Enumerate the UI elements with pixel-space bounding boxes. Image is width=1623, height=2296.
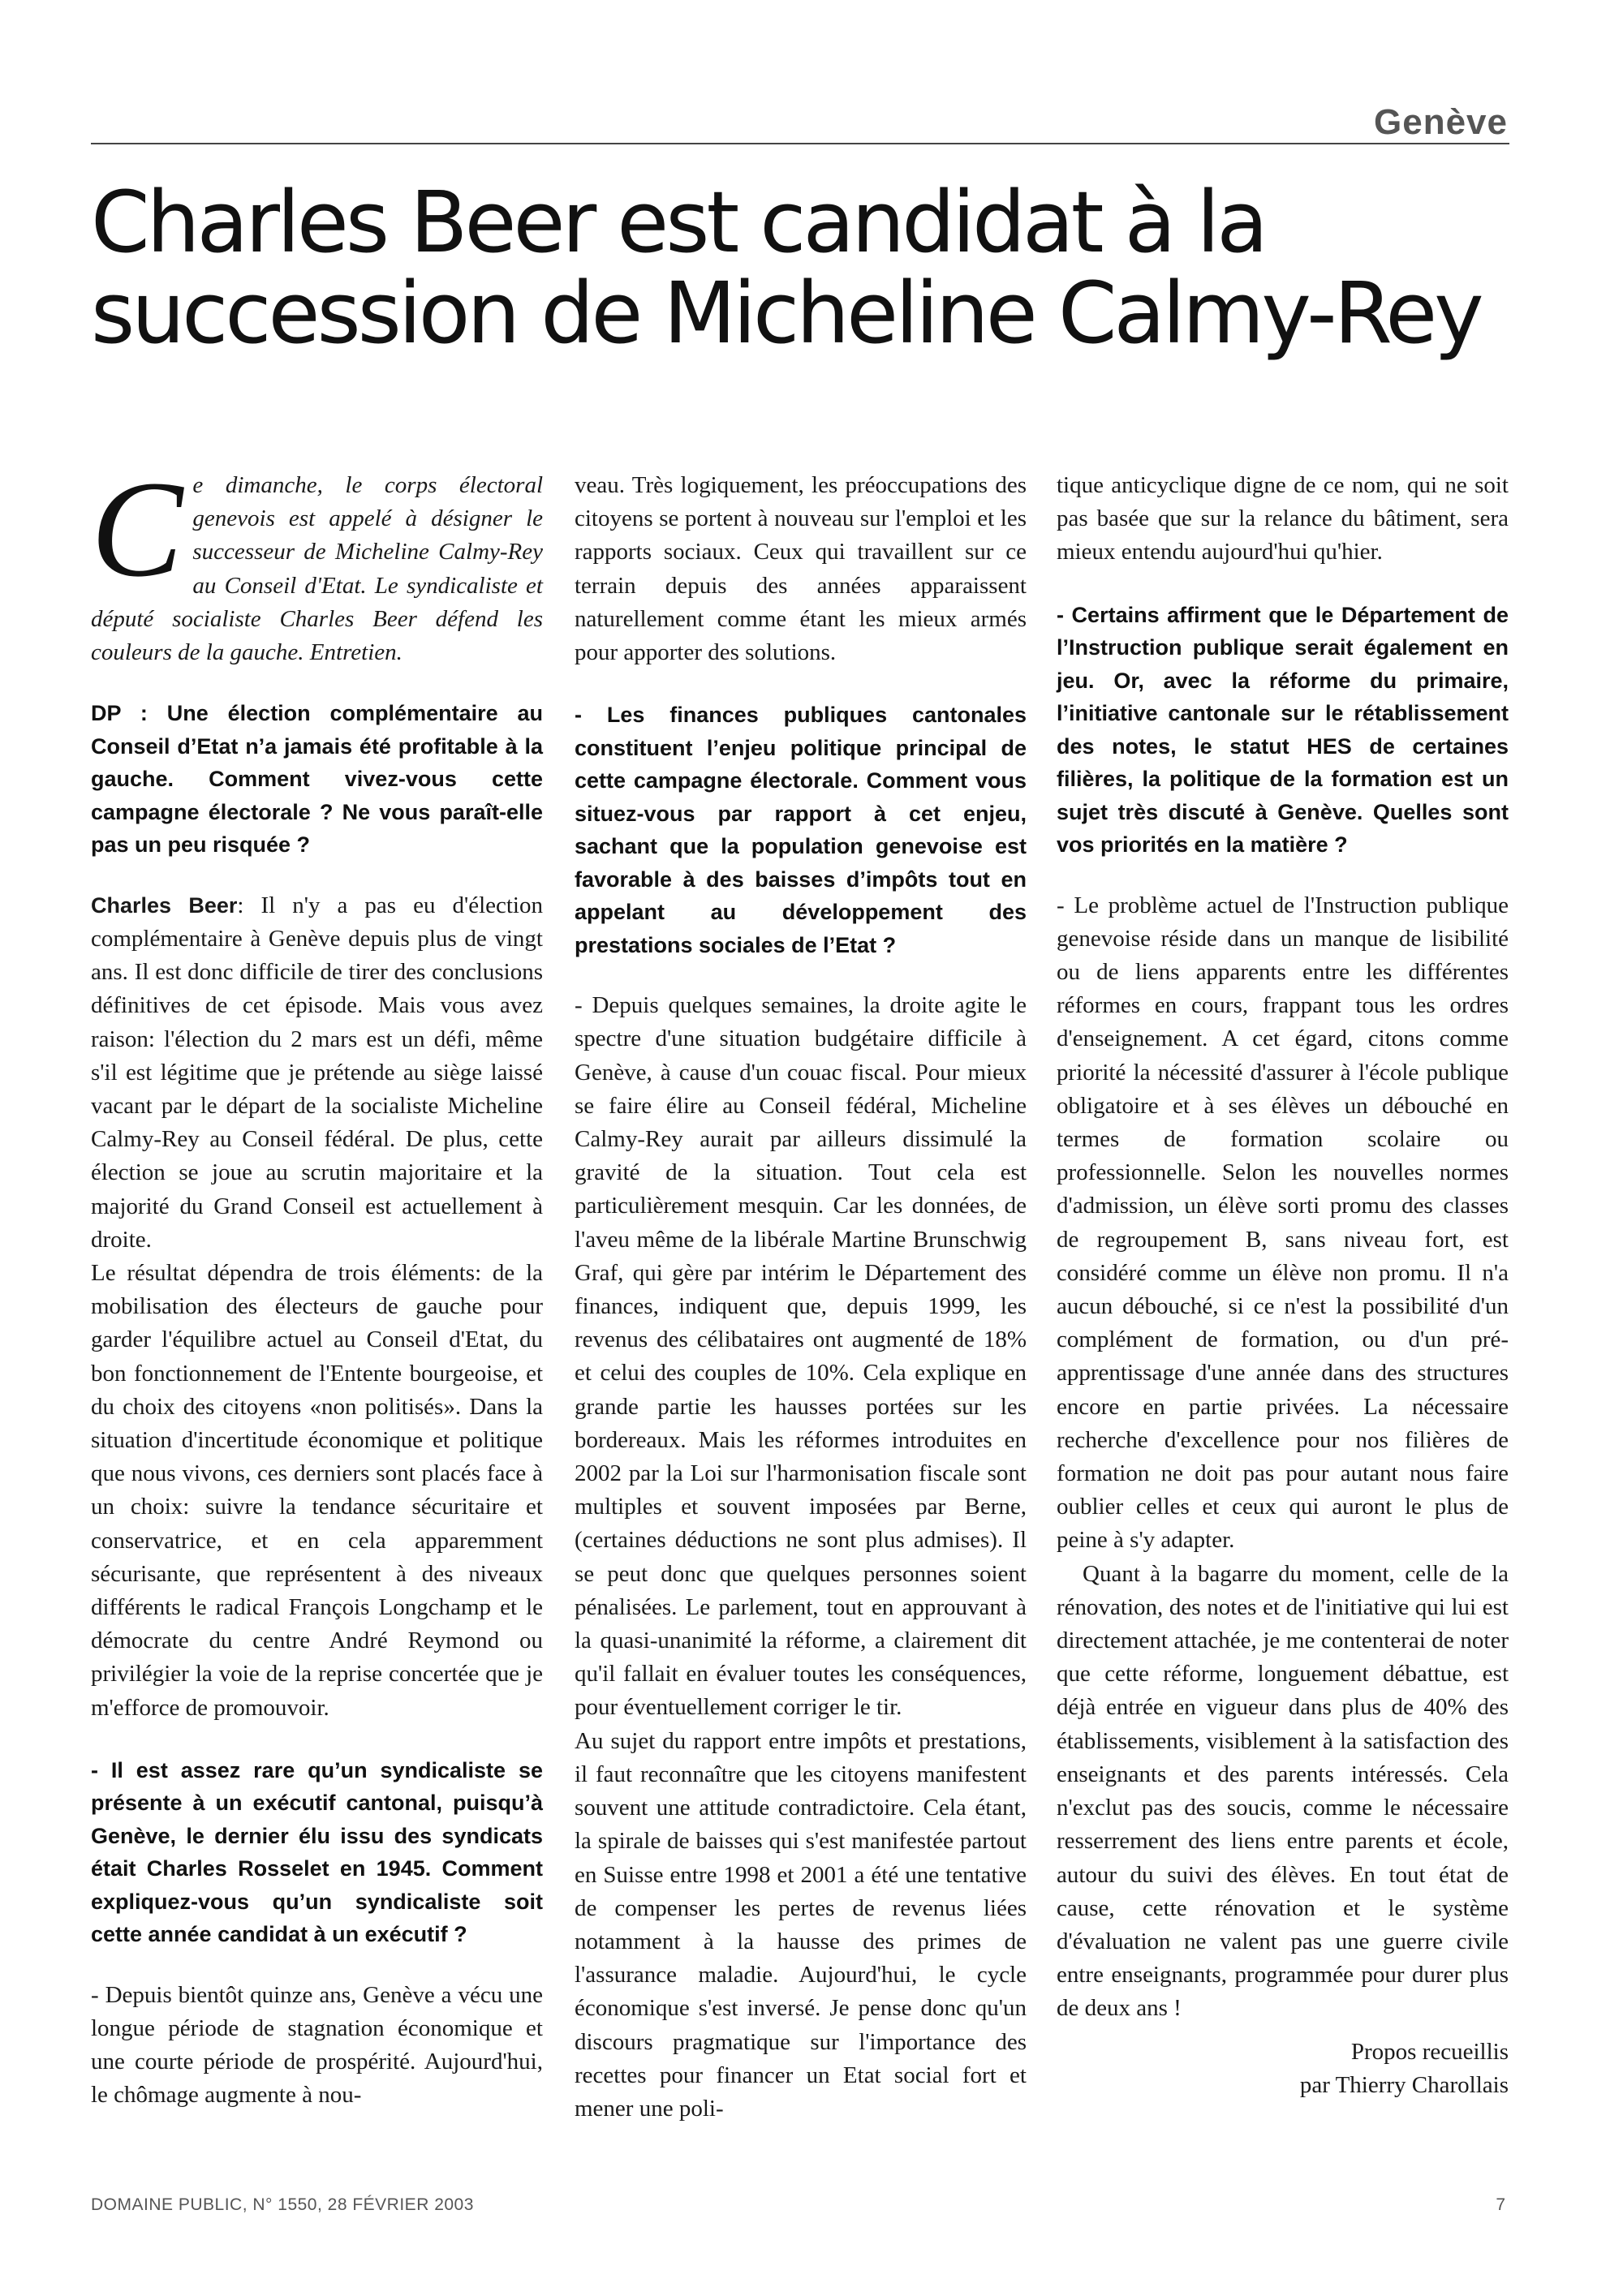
column-3 bbox=[1057, 469, 1509, 2102]
answer-1-paragraph-2: Le résultat dépendra de trois éléments: de la mobilisation des électeurs de gauche pour garder l'équilibre actuel au Conseil d'Etat, du bon fonctionnement de l'Entente bourgeoise, et du choix des citoyens «non politisés». Dans la situation d'incertitude économique et politique que nous vivons, ces derniers sont placés face à un choix: suivre la tendance sécuritaire et conservatrice, et en cela apparemment sécurisante, que représentent à des niveaux différents le radical François Longchamp et le démocrate du centre André Reymond ou privilégier la voie de la reprise concertée que je m'efforce de promouvoir. bbox=[91, 1259, 543, 1721]
article-title: Charles Beer est candidat à la succession de Micheline Calmy-Rey bbox=[91, 173, 1481, 363]
intro-text: e dimanche, le corps électoral genevois est appelé à désigner le successeur de Micheline Calmy-Rey au Conseil d'Etat. Le syndicaliste et député socialiste Charles Beer défend les couleurs de la gauche. Entretien. bbox=[91, 472, 543, 666]
column-2 bbox=[575, 469, 1027, 2126]
answer-3-paragraph-1: - Depuis quelques semaines, la droite agite le spectre d'une situation budgétaire difficile à Genève, à cause d'un couac fiscal. Pour mieux se faire élire au Conseil fédéral, Micheline Calmy-Rey aurait par ailleurs dissimulé la gravité de la situation. Tout cela est particulièrement mesquin. Car les données, de l'aveu même de la libérale Martine Brunschwig Graf, qui gère par intérim le Département des finances, indiquent que, depuis 1999, les revenus des célibataires ont augmenté de 18% et celui des couples de 10%. Cela explique en grande partie les hausses portées sur les bordereaux. Mais les réformes introduites en 2002 par la Loi sur l'harmonisation fiscale sont multiples et souvent imposées par Berne, (certaines déductions ne sont plus admises). Il se peut donc que quelques personnes soient pénalisées. Le parlement, tout en approuvant à la quasi-unanimité la réforme, a clairement dit qu'il fallait en évaluer toutes les conséquences, pour éventuellement corriger le tir. bbox=[575, 992, 1027, 1721]
drop-cap: C bbox=[91, 453, 183, 605]
column-1 bbox=[91, 453, 543, 2113]
page-number: 7 bbox=[1496, 2195, 1505, 2214]
article-intro bbox=[91, 453, 543, 669]
answer-1-paragraph-1 bbox=[91, 889, 543, 1257]
answer-4-paragraph-2: Quant à la bagarre du moment, celle de la rénovation, des notes et de l'initiative qui lui est directement attachée, je me contenterai de noter que cette réforme, longuement débattue, est déjà entrée en vigueur dans plus de 40% des établissements, visiblement à la satisfaction des enseignants et des parents intéressés. Cela n'exclut pas des soucis, comme le nécessaire resserrement des liens entre parents et école, autour du suivi des élèves. En tout état de cause, cette rénovation et le système d'évaluation ne valent pas une guerre civile entre enseignants, programmée pour durer plus de deux ans ! bbox=[1057, 1560, 1509, 2022]
section-rule bbox=[91, 143, 1509, 144]
signature-line-1: Propos recueillis bbox=[1350, 2038, 1509, 2065]
question-3: - Les finances publiques cantonales constituent l’enjeu politique principal de cette campagne électorale. Comment vous situez-vous par rapport à cet enjeu, sachant que la population genevoise est favorable à des baisses d’impôts tout en appelant au développement des prestations sociales de l’Etat ? bbox=[575, 703, 1027, 957]
answer-3-paragraph-2-continued: tique anticyclique digne de ce nom, qui ne soit pas basée que sur la relance du bâtiment, sera mieux entendu aujourd'hui qu'hier. bbox=[1057, 472, 1509, 565]
answer-1-text: : Il n'y a pas eu d'élection complémentaire à Genève depuis plus de vingt ans. Il est donc difficile de tirer des conclusions définitives de cet épisode. Mais vous avez raison: l'élection du 2 mars est un défi, même s'il est légitime que je prétende au siège laissé vacant par le départ de la socialiste Micheline Calmy-Rey au Conseil fédéral. De plus, cette élection se joue au scrutin majoritaire et la majorité du Grand Conseil est actuellement à droite. bbox=[91, 892, 543, 1253]
article-signature bbox=[1057, 2036, 1509, 2102]
footer-publication: DOMAINE PUBLIC, N° 1550, 28 FÉVRIER 2003 bbox=[91, 2195, 474, 2214]
answer-2-part-2: veau. Très logiquement, les préoccupations des citoyens se portent à nouveau sur l'emploi et les rapports sociaux. Ceux qui travaillent sur ce terrain depuis des années apparaissent naturellement comme étant les mieux armés pour apporter des solutions. bbox=[575, 472, 1027, 666]
question-1: DP : Une élection complémentaire au Conseil d’Etat n’a jamais été profitable à la gauche. Comment vivez-vous cette campagne électorale ? Ne vous paraît-elle pas un peu risquée ? bbox=[91, 701, 543, 858]
signature-line-2: par Thierry Charollais bbox=[1299, 2071, 1509, 2098]
answer-3-paragraph-2: Au sujet du rapport entre impôts et prestations, il faut reconnaître que les citoyens manifestent souvent une attitude contradictoire. Cela étant, la spirale de baisses qui s'est manifestée partout en Suisse entre 1998 et 2001 a été une tentative de compenser les pertes de revenus liées notamment à la hausse des primes de l'assurance maladie. Aujourd'hui, le cycle économique s'est inversé. Je pense donc qu'un discours pragmatique sur l'importance des recettes pour financer un Etat social fort et mener une poli- bbox=[575, 1727, 1027, 2122]
section-label: Genève bbox=[1374, 102, 1508, 142]
question-4: - Certains affirment que le Département de l’Instruction publique serait également en jeu. Or, avec la réforme du primaire, l’initiative cantonale sur le rétablissement des notes, le statut HES de certaines filières, la politique de la formation est un sujet très discuté à Genève. Quelles sont vos priorités en la matière ? bbox=[1057, 602, 1509, 858]
speaker-name: Charles Beer bbox=[91, 892, 238, 918]
answer-4-paragraph-1: - Le problème actuel de l'Instruction publique genevoise réside dans un manque de lisibilité ou de liens apparents entre les différentes réformes en cours, frappant tous les ordres d'enseignement. A cet égard, citons comme priorité la nécessité d'assurer à l'école publique obligatoire et à ses élèves un débouché en termes de formation scolaire ou professionnelle. Selon les nouvelles normes d'admission, un élève sorti promu des classes de regroupement B, sans niveau fort, est considéré comme un élève non promu. Il n'a aucun débouché, si ce n'est la possibilité d'un complément de formation, ou d'un pré-apprentissage d'une année dans des structures encore en partie privées. La nécessaire recherche d'excellence pour nos filières de formation ne doit pas pour autant nous faire oublier celles et ceux qui auront le plus de peine à s'y adapter. bbox=[1057, 892, 1509, 1554]
answer-2-part-1: - Depuis bientôt quinze ans, Genève a vécu une longue période de stagnation économique et une courte période de prospérité. Aujourd'hui, le chômage augmente à nou- bbox=[91, 1981, 543, 2109]
question-2: - Il est assez rare qu’un syndicaliste se présente à un exécutif cantonal, puisqu’à Genève, le dernier élu issu des syndicats était Charles Rosselet en 1945. Comment expliquez-vous qu’un syndicaliste soit cette année candidat à un exécutif ? bbox=[91, 1757, 543, 1947]
